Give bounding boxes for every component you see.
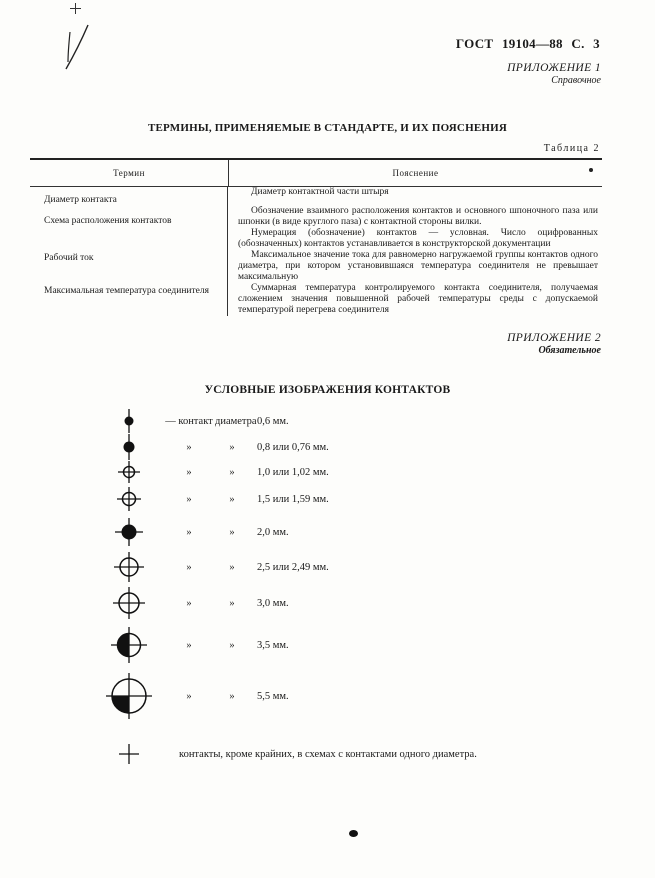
explanation-cell <box>228 206 602 250</box>
annex-1-heading <box>507 62 601 86</box>
ditto-mark: » <box>229 526 235 538</box>
symbol-label-word1: — контакт <box>165 415 213 427</box>
contact-symbol-1-5-icon <box>95 487 163 511</box>
column-header-explanation: Пояснение <box>392 167 439 178</box>
pen-mark <box>58 24 100 70</box>
symbol-label-size: 0,6 мм. <box>257 415 289 427</box>
list-item <box>95 408 619 434</box>
contact-symbol-cross-icon <box>95 744 163 764</box>
list-item <box>95 434 619 460</box>
contact-symbol-3-5-icon <box>95 627 163 663</box>
symbol-label-size: 0,8 или 0,76 мм. <box>257 441 329 453</box>
symbol-label-size: 3,0 мм. <box>257 597 289 609</box>
table-header-row <box>30 160 602 187</box>
table-row <box>30 206 602 250</box>
list-item <box>95 668 619 724</box>
contact-symbol-1-0-icon <box>95 461 163 483</box>
terms-table <box>30 158 602 316</box>
ditto-mark: » <box>229 561 235 573</box>
symbol-label-word2: диаметра <box>215 415 257 427</box>
ditto-mark: » <box>229 690 235 702</box>
ditto-mark: » <box>229 597 235 609</box>
ditto-mark: » <box>186 597 192 609</box>
explanation-paragraph: Обозначение взаимного расположения контактов и основного шпоночного паза или шпонки (в виде круглого паза) с контактной стороны вилки. <box>238 206 598 227</box>
symbol-label-size: 2,5 или 2,49 мм. <box>257 561 329 573</box>
ink-dot-footer <box>349 830 358 837</box>
table-row <box>30 283 602 316</box>
term-cell: Схема расположения контактов <box>30 206 228 250</box>
ditto-mark: » <box>186 526 192 538</box>
explanation-paragraph: Максимальное значение тока для равномерно нагружаемой группы контактов одного диаметра, при котором установившаяся температура соединителя не превышает максимальную <box>238 250 598 282</box>
annex-2-title: ПРИЛОЖЕНИЕ 2 <box>507 332 601 344</box>
ditto-mark: » <box>229 466 235 478</box>
symbol-label-size: 3,5 мм. <box>257 639 289 651</box>
term-cell: Диаметр контакта <box>30 187 228 206</box>
term-cell: Рабочий ток <box>30 250 228 283</box>
explanation-paragraph: Суммарная температура контролируемого контакта соединителя, получаемая сложением значения повышенной рабочей температуры среды с допускаемой температурой перегрева соединителя <box>238 283 598 315</box>
symbol-label-size: 5,5 мм. <box>257 690 289 702</box>
ditto-mark: » <box>229 441 235 453</box>
list-item <box>95 484 619 514</box>
table-label: Таблица 2 <box>543 143 600 154</box>
term-cell: Максимальная температура соединителя <box>30 283 228 316</box>
contact-symbol-2-0-icon <box>95 518 163 546</box>
list-item <box>95 514 619 550</box>
symbol-label-note: контакты, кроме крайних, в схемах с контактами одного диаметра. <box>179 748 477 760</box>
ditto-mark: » <box>229 493 235 505</box>
explanation-cell <box>228 187 602 206</box>
ditto-mark: » <box>186 466 192 478</box>
list-item <box>95 550 619 584</box>
ditto-mark: » <box>186 561 192 573</box>
ditto-mark: » <box>186 441 192 453</box>
symbol-label-size: 1,0 или 1,02 мм. <box>257 466 329 478</box>
explanation-paragraph: Диаметр контактной части штыря <box>251 187 389 197</box>
contact-symbol-0-8-icon <box>95 434 163 460</box>
explanation-paragraph: Нумерация (обозначение) контактов — условная. Число оцифрованных (обозначенных) контактов устанавливается в конструкторской документации <box>238 228 598 249</box>
list-item <box>95 460 619 484</box>
contact-symbols-list <box>95 408 619 774</box>
contact-symbol-2-5-icon <box>95 552 163 582</box>
ditto-mark: » <box>186 639 192 651</box>
annex-1-subtitle: Справочное <box>551 75 601 86</box>
annex-1-title: ПРИЛОЖЕНИЕ 1 <box>507 62 601 74</box>
explanation-cell <box>228 283 602 316</box>
table-row <box>30 187 602 206</box>
explanation-cell <box>228 250 602 283</box>
symbol-label-size: 2,0 мм. <box>257 526 289 538</box>
annex-2-subtitle: Обязательное <box>538 345 601 356</box>
symbol-label-size: 1,5 или 1,59 мм. <box>257 493 329 505</box>
terms-section-title: ТЕРМИНЫ, ПРИМЕНЯЕМЫЕ В СТАНДАРТЕ, И ИХ ПОЯСНЕНИЯ <box>147 122 508 134</box>
page-header-gost: ГОСТ 19104—88 С. 3 <box>455 36 600 51</box>
list-item <box>95 584 619 622</box>
contact-symbol-3-0-icon <box>95 587 163 619</box>
annex-2-heading <box>507 332 601 356</box>
registration-cross-icon <box>70 3 81 14</box>
contact-symbol-0-6-icon <box>95 409 163 433</box>
contact-symbol-5-5-icon <box>95 673 163 719</box>
list-item <box>95 734 619 774</box>
ditto-mark: » <box>186 690 192 702</box>
list-item <box>95 622 619 668</box>
ditto-mark: » <box>229 639 235 651</box>
ditto-mark: » <box>186 493 192 505</box>
table-row <box>30 250 602 283</box>
column-header-term: Термин <box>30 160 229 186</box>
symbols-section-title: УСЛОВНЫЕ ИЗОБРАЖЕНИЯ КОНТАКТОВ <box>204 384 451 396</box>
